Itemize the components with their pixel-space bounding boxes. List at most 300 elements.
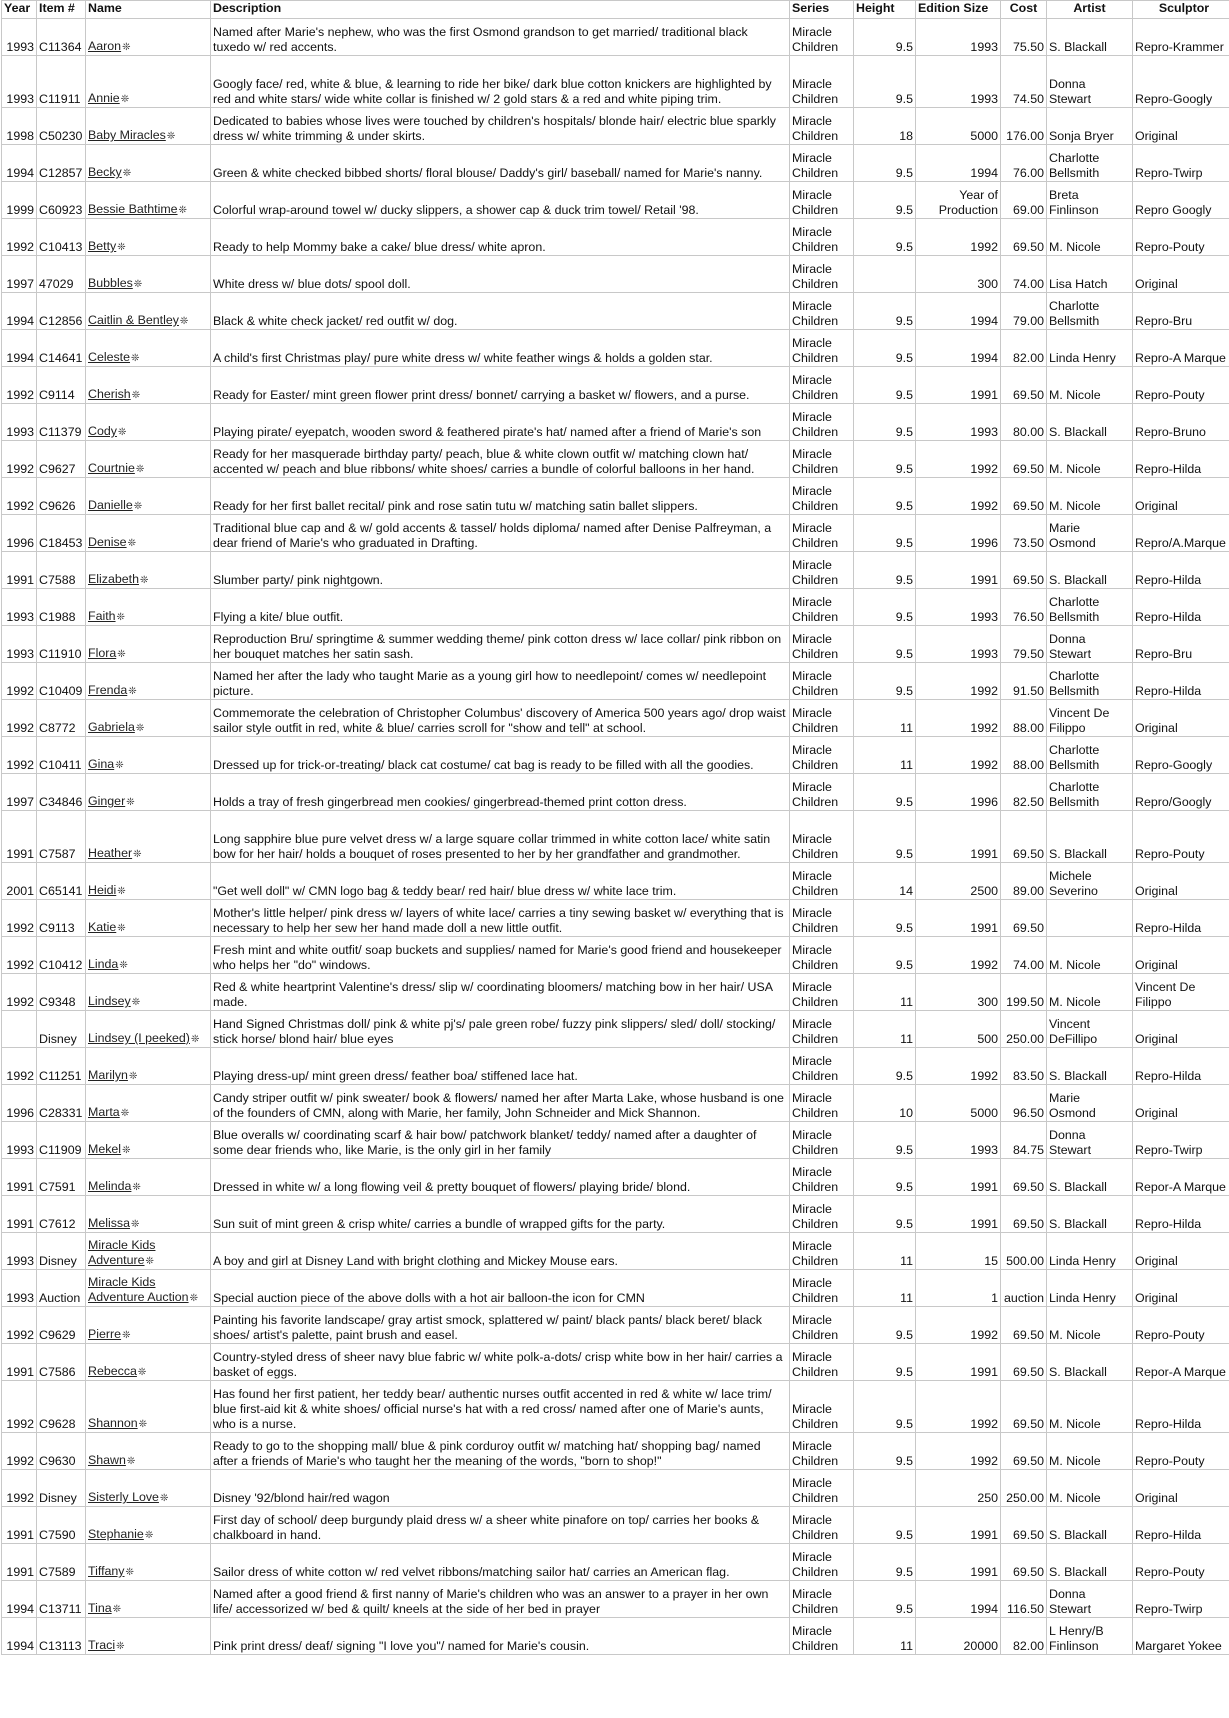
cost-cell: 250.00 [1001, 1470, 1047, 1507]
item-number-cell: C9628 [37, 1381, 86, 1433]
sparkle-icon: ❊ [122, 1330, 131, 1341]
height-cell: 11 [854, 1618, 916, 1655]
header-artist: Artist [1047, 1, 1133, 19]
doll-name-link[interactable]: Tina [88, 1601, 112, 1615]
doll-name-link[interactable]: Faith [88, 609, 116, 623]
artist-cell: Breta Finlinson [1047, 182, 1133, 219]
year-cell: 1992 [2, 974, 37, 1011]
doll-name-link[interactable]: Betty [88, 239, 117, 253]
sparkle-icon: ❊ [116, 612, 125, 623]
description-cell: Googly face/ red, white & blue, & learning to ride her bike/ dark blue cotton knickers are highlighted by red and white stars/ wide white collar is finished w/ 2 gold stars & a red and white piping trim. [211, 56, 790, 108]
doll-name-link[interactable]: Lindsey (I peeked) [88, 1031, 190, 1045]
cost-cell: auction [1001, 1270, 1047, 1307]
description-cell: First day of school/ deep burgundy plaid dress w/ a sheer white pinafore on top/ carries her books & chalkboard in hand. [211, 1507, 790, 1544]
height-cell: 9.5 [854, 182, 916, 219]
cost-cell: 74.00 [1001, 256, 1047, 293]
height-cell: 9.5 [854, 1507, 916, 1544]
name-cell [86, 219, 211, 256]
item-number-cell: C10409 [37, 663, 86, 700]
sparkle-icon: ❊ [131, 1219, 140, 1230]
description-cell: Dressed up for trick-or-treating/ black cat costume/ cat bag is ready to be filled with all the goodies. [211, 737, 790, 774]
name-cell [86, 974, 211, 1011]
item-number-cell: Disney [37, 1011, 86, 1048]
year-cell: 1991 [2, 1159, 37, 1196]
name-cell [86, 1085, 211, 1122]
year-cell: 1991 [2, 811, 37, 863]
table-row [2, 219, 1229, 256]
series-cell: Miracle Children [790, 367, 854, 404]
sparkle-icon: ❊ [131, 353, 140, 364]
item-number-cell: C7591 [37, 1159, 86, 1196]
artist-cell: S. Blackall [1047, 19, 1133, 56]
table-row [2, 1270, 1229, 1307]
cost-cell: 88.00 [1001, 737, 1047, 774]
height-cell: 9.5 [854, 219, 916, 256]
description-cell: Black & white check jacket/ red outfit w/ dog. [211, 293, 790, 330]
name-cell [86, 293, 211, 330]
item-number-cell: C11909 [37, 1122, 86, 1159]
cost-cell: 250.00 [1001, 1011, 1047, 1048]
cost-cell: 69.50 [1001, 811, 1047, 863]
cost-cell: 69.50 [1001, 1307, 1047, 1344]
item-number-cell: Auction [37, 1270, 86, 1307]
artist-cell: S. Blackall [1047, 1196, 1133, 1233]
doll-name-link[interactable]: Celeste [88, 350, 131, 364]
year-cell: 1994 [2, 1618, 37, 1655]
item-number-cell: C34846 [37, 774, 86, 811]
item-number-cell: C7587 [37, 811, 86, 863]
artist-cell: Marie Osmond [1047, 1085, 1133, 1122]
sparkle-icon: ❊ [135, 464, 145, 475]
sparkle-icon: ❊ [122, 42, 131, 53]
sculptor-cell: Repor-A Marque [1133, 1344, 1229, 1381]
series-cell: Miracle Children [790, 293, 854, 330]
cost-cell: 69.50 [1001, 552, 1047, 589]
doll-name-link[interactable]: Pierre [88, 1327, 122, 1341]
sculptor-cell: Repro-Bru [1133, 626, 1229, 663]
height-cell: 9.5 [854, 145, 916, 182]
height-cell: 9.5 [854, 515, 916, 552]
doll-name-link[interactable]: Mekel [88, 1142, 122, 1156]
name-cell [86, 1381, 211, 1433]
cost-cell: 116.50 [1001, 1581, 1047, 1618]
series-cell: Miracle Children [790, 19, 854, 56]
doll-name-link[interactable]: Shawn [88, 1453, 126, 1467]
edition-size-cell: 250 [916, 1470, 1001, 1507]
cost-cell: 69.50 [1001, 219, 1047, 256]
doll-name-link[interactable]: Gina [88, 757, 115, 771]
artist-cell: Donna Stewart [1047, 56, 1133, 108]
series-cell: Miracle Children [790, 626, 854, 663]
height-cell: 11 [854, 1270, 916, 1307]
artist-cell: Charlotte Bellsmith [1047, 589, 1133, 626]
item-number-cell: C11251 [37, 1048, 86, 1085]
height-cell: 9.5 [854, 663, 916, 700]
name-cell [86, 1618, 211, 1655]
series-cell: Miracle Children [790, 1196, 854, 1233]
artist-cell: M. Nicole [1047, 367, 1133, 404]
table-row [2, 441, 1229, 478]
description-cell: Reproduction Bru/ springtime & summer wedding theme/ pink cotton dress w/ lace collar/ pink ribbon on her bouquet matches her satin sash. [211, 626, 790, 663]
edition-size-cell: 1991 [916, 1544, 1001, 1581]
year-cell: 1999 [2, 182, 37, 219]
sculptor-cell: Repro-Twirp [1133, 145, 1229, 182]
sparkle-icon: ❊ [138, 1419, 148, 1430]
description-cell: Playing dress-up/ mint green dress/ feather boa/ stiffened lace hat. [211, 1048, 790, 1085]
name-cell [86, 478, 211, 515]
year-cell: 1994 [2, 330, 37, 367]
name-cell [86, 937, 211, 974]
height-cell: 9.5 [854, 900, 916, 937]
doll-name-link[interactable]: Denise [88, 535, 127, 549]
table-row [2, 774, 1229, 811]
artist-cell: M. Nicole [1047, 1307, 1133, 1344]
doll-name-link[interactable]: Annie [88, 91, 120, 105]
table-row [2, 1307, 1229, 1344]
sculptor-cell: Repro Googly [1133, 182, 1229, 219]
series-cell: Miracle Children [790, 219, 854, 256]
edition-size-cell: 300 [916, 256, 1001, 293]
doll-name-link[interactable]: Baby Miracles [88, 128, 166, 142]
edition-size-cell: 1991 [916, 367, 1001, 404]
item-number-cell: C9113 [37, 900, 86, 937]
name-cell [86, 441, 211, 478]
edition-size-cell: 1991 [916, 1196, 1001, 1233]
height-cell: 9.5 [854, 1048, 916, 1085]
cost-cell: 91.50 [1001, 663, 1047, 700]
sparkle-icon: ❊ [120, 94, 130, 105]
header-name: Name [86, 1, 211, 19]
edition-size-cell: 1994 [916, 145, 1001, 182]
doll-name-link[interactable]: Linda [88, 957, 119, 971]
header-height: Height [854, 1, 916, 19]
doll-name-link[interactable]: Cherish [88, 387, 131, 401]
table-row [2, 108, 1229, 145]
height-cell: 9.5 [854, 56, 916, 108]
height-cell: 9.5 [854, 774, 916, 811]
height-cell: 9.5 [854, 1122, 916, 1159]
name-cell [86, 811, 211, 863]
item-number-cell: C11379 [37, 404, 86, 441]
cost-cell: 69.50 [1001, 1507, 1047, 1544]
sculptor-cell: Original [1133, 1085, 1229, 1122]
description-cell: Red & white heartprint Valentine's dress/ slip w/ coordinating bloomers/ matching bow in her hair/ USA made. [211, 974, 790, 1011]
series-cell: Miracle Children [790, 182, 854, 219]
item-number-cell: C10411 [37, 737, 86, 774]
height-cell: 9.5 [854, 1344, 916, 1381]
series-cell: Miracle Children [790, 1581, 854, 1618]
edition-size-cell: 1991 [916, 1159, 1001, 1196]
year-cell: 1993 [2, 404, 37, 441]
cost-cell: 69.50 [1001, 1544, 1047, 1581]
sparkle-icon: ❊ [132, 1182, 141, 1193]
series-cell: Miracle Children [790, 1507, 854, 1544]
doll-name-link[interactable]: Sisterly Love [88, 1490, 159, 1504]
cost-cell: 76.00 [1001, 145, 1047, 182]
item-number-cell: C7590 [37, 1507, 86, 1544]
artist-cell: S. Blackall [1047, 1544, 1133, 1581]
edition-size-cell: 1996 [916, 774, 1001, 811]
doll-name-link[interactable]: Melissa [88, 1216, 130, 1230]
name-cell [86, 700, 211, 737]
doll-name-link[interactable]: Danielle [88, 498, 133, 512]
description-cell: Mother's little helper/ pink dress w/ layers of white lace/ carries a tiny sewing basket w/ everything that is necessary to help her sew her hand made doll a new little outfit. [211, 900, 790, 937]
doll-name-link[interactable]: Rebecca [88, 1364, 137, 1378]
series-cell: Miracle Children [790, 1544, 854, 1581]
header-year: Year [2, 1, 37, 19]
table-row [2, 1196, 1229, 1233]
sculptor-cell: Original [1133, 863, 1229, 900]
series-cell: Miracle Children [790, 811, 854, 863]
cost-cell: 89.00 [1001, 863, 1047, 900]
cost-cell: 69.50 [1001, 441, 1047, 478]
item-number-cell: C12856 [37, 293, 86, 330]
artist-cell: S. Blackall [1047, 552, 1133, 589]
doll-name-link[interactable]: Heather [88, 846, 133, 860]
series-cell: Miracle Children [790, 1470, 854, 1507]
sparkle-icon: ❊ [125, 1567, 134, 1578]
edition-size-cell: 1994 [916, 330, 1001, 367]
sparkle-icon: ❊ [126, 1456, 136, 1467]
sculptor-cell: Repro/Googly [1133, 774, 1229, 811]
description-cell: Dedicated to babies whose lives were touched by children's hospitals/ blonde hair/ electric blue sparkly dress w/ white trimming & under skirts. [211, 108, 790, 145]
sparkle-icon: ❊ [131, 390, 141, 401]
doll-name-link[interactable]: Lindsey [88, 994, 131, 1008]
name-cell [86, 108, 211, 145]
name-cell [86, 145, 211, 182]
table-row [2, 19, 1229, 56]
year-cell: 1992 [2, 1433, 37, 1470]
sculptor-cell: Repro-Twirp [1133, 1122, 1229, 1159]
year-cell: 1991 [2, 552, 37, 589]
year-cell: 1994 [2, 293, 37, 330]
series-cell: Miracle Children [790, 1233, 854, 1270]
height-cell: 11 [854, 1233, 916, 1270]
doll-name-link[interactable]: Courtnie [88, 461, 135, 475]
name-cell [86, 256, 211, 293]
year-cell: 1993 [2, 589, 37, 626]
sculptor-cell: Original [1133, 1011, 1229, 1048]
doll-name-link[interactable]: Marta [88, 1105, 120, 1119]
artist-cell: Charlotte Bellsmith [1047, 293, 1133, 330]
year-cell: 1991 [2, 1507, 37, 1544]
artist-cell: M. Nicole [1047, 974, 1133, 1011]
table-row [2, 367, 1229, 404]
doll-name-link[interactable]: Gabriela [88, 720, 135, 734]
header-series: Series [790, 1, 854, 19]
name-cell [86, 515, 211, 552]
name-cell [86, 182, 211, 219]
year-cell: 1992 [2, 700, 37, 737]
description-cell: A boy and girl at Disney Land with bright clothing and Mickey Mouse ears. [211, 1233, 790, 1270]
doll-name-link[interactable]: Becky [88, 165, 122, 179]
height-cell: 11 [854, 1011, 916, 1048]
series-cell: Miracle Children [790, 937, 854, 974]
artist-cell: Charlotte Bellsmith [1047, 663, 1133, 700]
sparkle-icon: ❊ [117, 923, 126, 934]
year-cell: 1991 [2, 1344, 37, 1381]
sculptor-cell: Repro-Hilda [1133, 900, 1229, 937]
name-cell [86, 589, 211, 626]
doll-name-link[interactable]: Heidi [88, 883, 117, 897]
cost-cell: 76.50 [1001, 589, 1047, 626]
sparkle-icon: ❊ [112, 1604, 122, 1615]
name-cell [86, 1196, 211, 1233]
series-cell: Miracle Children [790, 56, 854, 108]
year-cell: 1992 [2, 441, 37, 478]
year-cell: 1992 [2, 900, 37, 937]
table-row [2, 478, 1229, 515]
series-cell: Miracle Children [790, 1381, 854, 1433]
description-cell: Fresh mint and white outfit/ soap buckets and supplies/ named for Marie's good friend and housekeeper who helps her "do" windows. [211, 937, 790, 974]
height-cell: 9.5 [854, 589, 916, 626]
year-cell: 1997 [2, 774, 37, 811]
doll-name-link[interactable]: Flora [88, 646, 117, 660]
doll-name-link[interactable]: Ginger [88, 794, 126, 808]
series-cell: Miracle Children [790, 1618, 854, 1655]
edition-size-cell: 1992 [916, 1381, 1001, 1433]
name-cell [86, 1159, 211, 1196]
item-number-cell: C28331 [37, 1085, 86, 1122]
series-cell: Miracle Children [790, 1344, 854, 1381]
table-row [2, 589, 1229, 626]
height-cell: 9.5 [854, 19, 916, 56]
height-cell: 11 [854, 700, 916, 737]
doll-name-link[interactable]: Katie [88, 920, 117, 934]
height-cell: 18 [854, 108, 916, 145]
name-cell [86, 900, 211, 937]
year-cell: 1992 [2, 219, 37, 256]
cost-cell: 69.50 [1001, 478, 1047, 515]
item-number-cell: C13711 [37, 1581, 86, 1618]
table-row [2, 1618, 1229, 1655]
edition-size-cell: 1992 [916, 700, 1001, 737]
item-number-cell: C7588 [37, 552, 86, 589]
sculptor-cell: Original [1133, 1470, 1229, 1507]
artist-cell: Charlotte Bellsmith [1047, 145, 1133, 182]
sculptor-cell: Repro-A Marque [1133, 330, 1229, 367]
sparkle-icon: ❊ [122, 1145, 131, 1156]
doll-name-link[interactable]: Cody [88, 424, 117, 438]
doll-name-link[interactable]: Bessie Bathtime [88, 202, 178, 216]
sparkle-icon: ❊ [179, 316, 189, 327]
item-number-cell: C9348 [37, 974, 86, 1011]
table-row [2, 145, 1229, 182]
sculptor-cell: Repro-Googly [1133, 56, 1229, 108]
year-cell: 1998 [2, 108, 37, 145]
name-cell [86, 863, 211, 900]
edition-size-cell: 20000 [916, 1618, 1001, 1655]
item-number-cell: C10412 [37, 937, 86, 974]
doll-name-link[interactable]: Melinda [88, 1179, 132, 1193]
item-number-cell: C9627 [37, 441, 86, 478]
edition-size-cell: 1991 [916, 900, 1001, 937]
artist-cell: M. Nicole [1047, 1433, 1133, 1470]
artist-cell: L Henry/B Finlinson [1047, 1618, 1133, 1655]
sculptor-cell: Repro-Hilda [1133, 441, 1229, 478]
cost-cell: 84.75 [1001, 1122, 1047, 1159]
sculptor-cell: Original [1133, 108, 1229, 145]
doll-name-link[interactable]: Miracle Kids Adventure [88, 1238, 156, 1267]
year-cell [2, 1011, 37, 1048]
table-row [2, 900, 1229, 937]
name-cell [86, 1470, 211, 1507]
series-cell: Miracle Children [790, 1270, 854, 1307]
description-cell: Special auction piece of the above dolls with a hot air balloon-the icon for CMN [211, 1270, 790, 1307]
series-cell: Miracle Children [790, 1085, 854, 1122]
doll-name-link[interactable]: Miracle Kids Adventure Auction [88, 1275, 189, 1304]
artist-cell: M. Nicole [1047, 478, 1133, 515]
doll-name-link[interactable]: Traci [88, 1638, 116, 1652]
header-sculptor: Sculptor [1133, 1, 1229, 19]
height-cell: 9.5 [854, 330, 916, 367]
name-cell [86, 1307, 211, 1344]
sculptor-cell: Original [1133, 1233, 1229, 1270]
series-cell: Miracle Children [790, 900, 854, 937]
table-row [2, 1381, 1229, 1433]
table-row [2, 1122, 1229, 1159]
sculptor-cell: Repro-Twirp [1133, 1581, 1229, 1618]
cost-cell: 69.50 [1001, 1433, 1047, 1470]
series-cell: Miracle Children [790, 663, 854, 700]
table-row [2, 974, 1229, 1011]
series-cell: Miracle Children [790, 774, 854, 811]
height-cell [854, 256, 916, 293]
artist-cell [1047, 900, 1133, 937]
doll-name-link[interactable]: Caitlin & Bentley [88, 313, 179, 327]
cost-cell: 80.00 [1001, 404, 1047, 441]
sculptor-cell: Original [1133, 937, 1229, 974]
doll-name-link[interactable]: Frenda [88, 683, 128, 697]
height-cell: 9.5 [854, 404, 916, 441]
year-cell: 2001 [2, 863, 37, 900]
table-row [2, 256, 1229, 293]
description-cell: Traditional blue cap and & w/ gold accents & tassel/ holds diploma/ named after Denise Palfreyman, a dear friend of Marie's who graduated in Drafting. [211, 515, 790, 552]
sculptor-cell: Repro-Pouty [1133, 1433, 1229, 1470]
doll-name-link[interactable]: Aaron [88, 39, 122, 53]
header-edition-size: Edition Size [916, 1, 1001, 19]
doll-name-link[interactable]: Elizabeth [88, 572, 139, 586]
table-row [2, 1011, 1229, 1048]
doll-name-link[interactable]: Tiffany [88, 1564, 125, 1578]
edition-size-cell: 15 [916, 1233, 1001, 1270]
name-cell [86, 663, 211, 700]
doll-name-link[interactable]: Stephanie [88, 1527, 144, 1541]
description-cell: Ready for Easter/ mint green flower print dress/ bonnet/ carrying a basket w/ flowers, and a purse. [211, 367, 790, 404]
height-cell: 9.5 [854, 1307, 916, 1344]
doll-name-link[interactable]: Bubbles [88, 276, 133, 290]
year-cell: 1992 [2, 1381, 37, 1433]
cost-cell: 73.50 [1001, 515, 1047, 552]
name-cell [86, 1122, 211, 1159]
table-row [2, 182, 1229, 219]
series-cell: Miracle Children [790, 700, 854, 737]
year-cell: 1992 [2, 1470, 37, 1507]
year-cell: 1992 [2, 1048, 37, 1085]
year-cell: 1993 [2, 1270, 37, 1307]
height-cell: 9.5 [854, 1581, 916, 1618]
artist-cell: Michele Severino [1047, 863, 1133, 900]
sparkle-icon: ❊ [133, 279, 143, 290]
edition-size-cell: 1992 [916, 1307, 1001, 1344]
height-cell: 9.5 [854, 441, 916, 478]
description-cell: Colorful wrap-around towel w/ ducky slippers, a shower cap & duck trim towel/ Retail '98. [211, 182, 790, 219]
doll-name-link[interactable]: Shannon [88, 1416, 138, 1430]
series-cell: Miracle Children [790, 515, 854, 552]
cost-cell: 69.50 [1001, 900, 1047, 937]
height-cell: 10 [854, 1085, 916, 1122]
doll-name-link[interactable]: Marilyn [88, 1068, 128, 1082]
